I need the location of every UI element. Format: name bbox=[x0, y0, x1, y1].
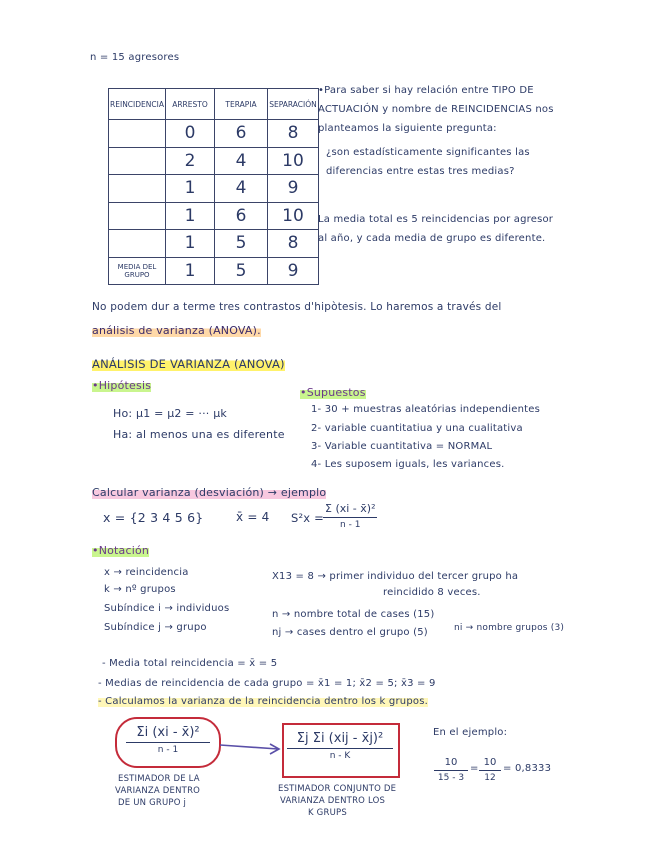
hipotesis-title-text: •Hipótesis bbox=[92, 379, 152, 392]
ejemplo-f2-num: 10 bbox=[479, 757, 501, 771]
notacion-item: x → reincidencia bbox=[104, 567, 189, 578]
bullet-line-text: - Calculamos la varianza de la reincidencia dentro los k grupos. bbox=[98, 696, 428, 707]
header-arresto: ARRESTO bbox=[166, 89, 215, 120]
intro-line: planteamos la siguiente pregunta: bbox=[318, 123, 497, 134]
table-cell: 1 bbox=[166, 175, 215, 203]
header-separacion: SEPARACIÓN bbox=[268, 89, 319, 120]
notacion-item: Subíndice i → individuos bbox=[104, 603, 230, 614]
table-cell: 9 bbox=[268, 175, 319, 203]
table-cell: 6 bbox=[215, 120, 268, 148]
table-cell: 10 bbox=[268, 202, 319, 230]
ejemplo-f1-den: 15 - 3 bbox=[437, 773, 465, 783]
supuesto-item: 1- 30 + muestras aleatórias independientes bbox=[311, 404, 540, 415]
ejemplo-title-text: Calcular varianza (desviación) → ejemplo bbox=[92, 486, 327, 499]
question-line: diferencias entre estas tres medias? bbox=[326, 166, 515, 177]
formula-1-den: n - 1 bbox=[157, 745, 179, 755]
ha-line: Ha: al menos una es diferente bbox=[113, 428, 285, 441]
ejemplo-f1-num: 10 bbox=[434, 757, 468, 771]
header-terapia: TERAPIA bbox=[215, 89, 268, 120]
intro-line: •Para saber si hay relación entre TIPO DE bbox=[318, 85, 534, 96]
supuesto-item: 3- Variable cuantitativa = NORMAL bbox=[311, 441, 493, 452]
media-label: MEDIA DEL GRUPO bbox=[109, 257, 166, 285]
media-value: 9 bbox=[268, 257, 319, 285]
formula-1-caption: ESTIMADOR DE LA bbox=[118, 774, 200, 784]
table-cell: 1 bbox=[166, 202, 215, 230]
media-note-line: La media total es 5 reincidencias por agresor bbox=[318, 214, 554, 225]
table-cell: 1 bbox=[166, 230, 215, 258]
x13-line-2: reincidido 8 veces. bbox=[383, 587, 481, 598]
formula-2-den: n - K bbox=[329, 751, 351, 761]
notacion-item: k → nº grupos bbox=[104, 584, 176, 595]
ejemplo-s-den: n - 1 bbox=[340, 520, 361, 530]
media-value: 5 bbox=[215, 257, 268, 285]
supuestos-title-text: •Supuestos bbox=[300, 386, 366, 399]
formula-1-num: Σi (xi - x̄)² bbox=[126, 725, 210, 743]
media-note-line: al año, y cada media de grupo es diferente. bbox=[318, 233, 546, 244]
n-total-line: n → nombre total de cases (15) bbox=[272, 609, 435, 620]
table-cell: 0 bbox=[166, 120, 215, 148]
anova-highlight: análisis de varianza (ANOVA). bbox=[92, 324, 261, 337]
formula-2-caption: K GRUPS bbox=[308, 808, 347, 818]
ejemplo-set: x = {2 3 4 5 6} bbox=[103, 510, 204, 525]
table-cell: 8 bbox=[268, 120, 319, 148]
ejemplo-result: = 0,8333 bbox=[503, 763, 552, 774]
table-cell: 6 bbox=[215, 202, 268, 230]
x13-line: X13 = 8 → primer individuo del tercer grupo ha bbox=[272, 571, 519, 582]
ejemplo-fraction-1 bbox=[434, 757, 468, 783]
formula-2-caption: VARIANZA DENTRO LOS bbox=[280, 796, 386, 806]
ejemplo-s-label: S²x = bbox=[291, 511, 325, 525]
supuesto-item: 2- variable cuantitatiua y una cualitativa bbox=[311, 423, 523, 434]
bullet-line: - Medias de reincidencia de cada grupo = x̄1 = 1; x̄2 = 5; x̄3 = 9 bbox=[98, 678, 436, 689]
media-value: 1 bbox=[166, 257, 215, 285]
formula-2-caption: ESTIMADOR CONJUNTO DE bbox=[278, 784, 397, 794]
ni-line: ni → nombre grupos (3) bbox=[454, 623, 565, 633]
ejemplo-mean: x̄ = 4 bbox=[236, 510, 270, 524]
notacion-item: Subíndice j → grupo bbox=[104, 622, 207, 633]
equals-sign: = bbox=[470, 763, 479, 774]
formula-2-num: Σj Σi (xij - x̄j)² bbox=[287, 731, 393, 749]
formula-2 bbox=[287, 731, 393, 761]
header-n: n = 15 agresores bbox=[90, 52, 180, 63]
ejemplo-fraction-2 bbox=[479, 757, 501, 783]
nj-line: nj → cases dentro el grupo (5) bbox=[272, 627, 428, 638]
table-cell: 5 bbox=[215, 230, 268, 258]
formula-1-caption: VARIANZA DENTRO bbox=[115, 786, 201, 796]
formula-1-caption: DE UN GRUPO j bbox=[118, 798, 187, 808]
table-cell: 4 bbox=[215, 147, 268, 175]
catalan-line: No podem dur a terme tres contrastos d'hipòtesis. Lo haremos a través del bbox=[92, 301, 502, 313]
header-reincidencia: REINCIDENCIA bbox=[109, 89, 166, 120]
en-ejemplo-label: En el ejemplo: bbox=[433, 727, 508, 738]
notacion-title-text: •Notación bbox=[92, 544, 150, 557]
anova-title-text: ANÁLISIS DE VARIANZA (ANOVA) bbox=[92, 357, 285, 371]
table-cell: 10 bbox=[268, 147, 319, 175]
supuesto-item: 4- Les suposem iguals, les variances. bbox=[311, 459, 505, 470]
h0-line: Ho: μ1 = μ2 = ··· μk bbox=[113, 407, 227, 420]
table-cell: 8 bbox=[268, 230, 319, 258]
question-line: ¿son estadísticamente significantes las bbox=[326, 147, 530, 158]
intro-line: ACTUACIÓN y nombre de REINCIDENCIAS nos bbox=[318, 104, 554, 115]
table-cell: 4 bbox=[215, 175, 268, 203]
ejemplo-s-num: Σ (xi - x̄)² bbox=[323, 502, 377, 518]
ejemplo-f2-den: 12 bbox=[484, 773, 496, 783]
bullet-line: - Media total reincidencia = x̄ = 5 bbox=[102, 658, 278, 669]
table-cell: 2 bbox=[166, 147, 215, 175]
